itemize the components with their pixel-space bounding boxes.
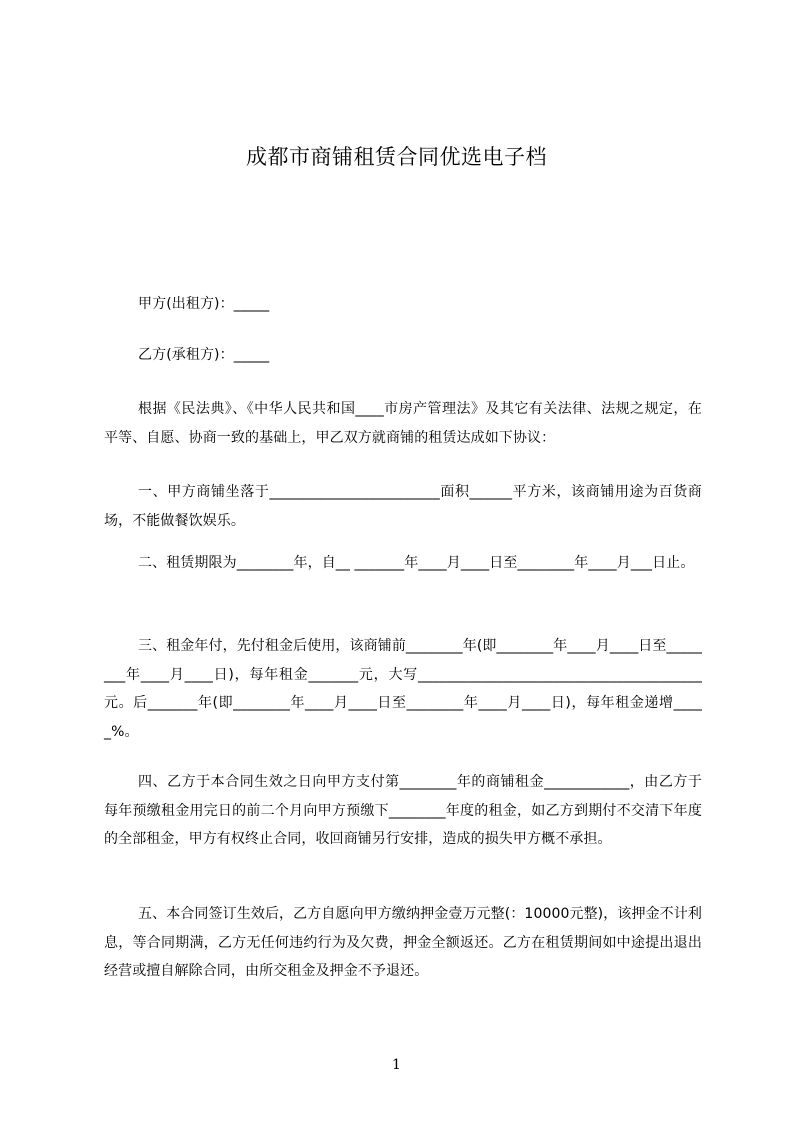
party-b-line: 乙方(承租方)：_____ xyxy=(138,347,270,363)
article-2-paragraph: 二、租赁期限为________年，自__ _______年____月____日至________年____月___日止。 xyxy=(138,555,695,571)
party-a-line: 甲方(出租方)：_____ xyxy=(138,296,270,312)
article-3-paragraph: 三、租金年付，先付租金后使用，该商铺前________年(即________年____月____日至________年____月____日)，每年租金_______元，大写________________________________________元。后_______年(即________年____月____日至________年____月____日)，每年租金递增_____%。 xyxy=(104,638,702,740)
page-number: 1 xyxy=(392,1057,401,1073)
article-5-paragraph: 五、本合同签订生效后，乙方自愿向甲方缴纳押金壹万元整(：10000元整)，该押金不计利息，等合同期满，乙方无任何违约行为及欠费，押金全额返还。乙方在租赁期间如中途提出退出经营或擅自解除合同，由所交租金及押金不予退还。 xyxy=(104,906,702,979)
article-1-paragraph: 一、甲方商铺坐落于________________________面积______平方米，该商铺用途为百货商场，不能做餐饮娱乐。 xyxy=(104,484,702,529)
article-4-paragraph: 四、乙方于本合同生效之日向甲方支付第________年的商铺租金____________，由乙方于每年预缴租金用完日的前二个月向甲方预缴下________年度的租金，如乙方到期付不交清下年度的全部租金，甲方有权终止合同，收回商铺另行安排，造成的损失甲方概不承担。 xyxy=(104,774,702,847)
document-title: 成都市商铺租赁合同优选电子档 xyxy=(246,145,547,169)
intro-paragraph: 根据《民法典》、《中华人民共和国____市房产管理法》及其它有关法律、法规之规定，在平等、自愿、协商一致的基础上，甲乙双方就商铺的租赁达成如下协议： xyxy=(104,401,702,446)
